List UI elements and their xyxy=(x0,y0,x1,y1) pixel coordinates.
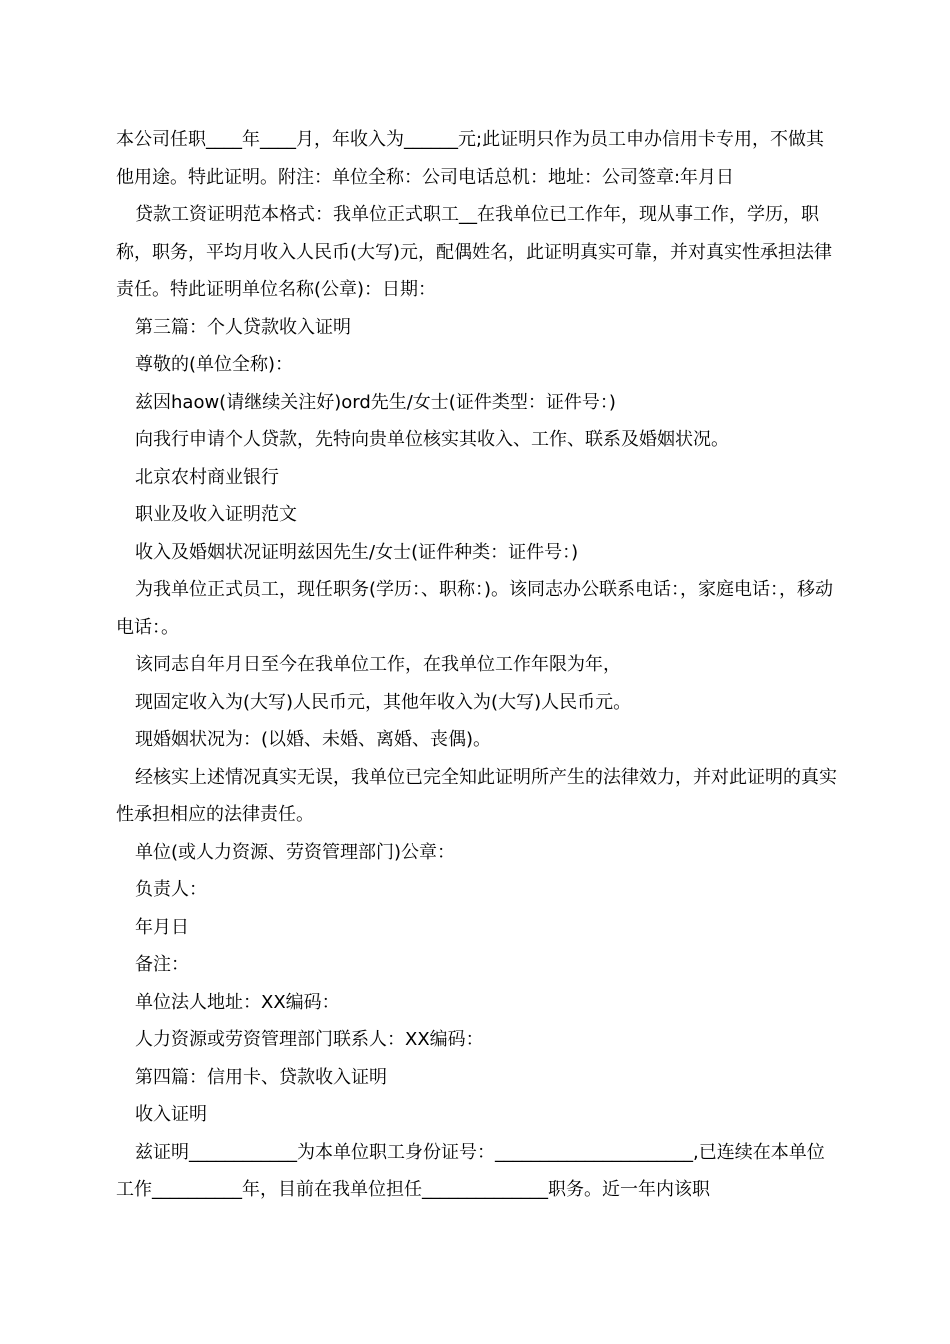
paragraph-tenure: 该同志自年月日至今在我单位工作，在我单位工作年限为年， xyxy=(135,654,621,675)
paragraph-certify: 兹证明____________为本单位职工身份证号：______________________,已连续在本单位工作__________年，目前在我单位担任______________职务。近一年内该职 xyxy=(116,1141,825,1200)
subheading-sample: 职业及收入证明范文 xyxy=(135,504,297,525)
field-date: 年月日 xyxy=(135,916,189,938)
section-heading-part-four: 第四篇：信用卡、贷款收入证明 xyxy=(135,1066,387,1088)
section-heading-part-three: 第三篇：个人贷款收入证明 xyxy=(135,316,351,338)
field-remarks: 备注： xyxy=(135,954,189,975)
paragraph-loan-salary-format: 贷款工资证明范本格式：我单位正式职工__在我单位已工作年，现从事工作，学历，职称，职务，平均月收入人民币(大写)元，配偶姓名，此证明真实可靠，并对真实性承担法律责任。特此证明单位名称(公章)：日期： xyxy=(116,204,833,300)
document-body xyxy=(116,121,840,1209)
paragraph-income: 现固定收入为(大写)人民币元，其他年收入为(大写)人民币元。 xyxy=(135,691,632,713)
subheading-income-proof: 收入证明 xyxy=(135,1104,207,1125)
paragraph-marital-status: 现婚姻状况为：(以婚、未婚、离婚、丧偶)。 xyxy=(135,729,492,750)
paragraph-request: 向我行申请个人贷款，先特向贵单位核实其收入、工作、联系及婚姻状况。 xyxy=(135,429,729,450)
field-responsible-person: 负责人： xyxy=(135,879,207,900)
bank-name: 北京农村商业银行 xyxy=(135,466,279,488)
field-hr-contact: 人力资源或劳资管理部门联系人：XX编码： xyxy=(135,1029,484,1050)
paragraph-verification: 经核实上述情况真实无误，我单位已完全知此证明所产生的法律效力，并对此证明的真实性承担相应的法律责任。 xyxy=(116,766,837,825)
salutation: 尊敬的(单位全称)： xyxy=(135,354,294,375)
paragraph-applicant: 兹因haow(请继续关注好)ord先生/女士(证件类型：证件号：) xyxy=(135,391,616,413)
paragraph-marital-proof: 收入及婚姻状况证明兹因先生/女士(证件种类：证件号：) xyxy=(135,541,579,563)
field-seal: 单位(或人力资源、劳资管理部门)公章： xyxy=(135,841,456,863)
paragraph-position: 为我单位正式员工，现任职务(学历：、职称：)。该同志办公联系电话：，家庭电话：，移动电话：。 xyxy=(116,579,834,638)
field-legal-address: 单位法人地址：XX编码： xyxy=(135,991,340,1013)
paragraph-continuation: 本公司任职____年____月，年收入为______元;此证明只作为员工申办信用卡专用，不做其他用途。特此证明。附注：单位全称：公司电话总机：地址：公司签章:年月日 xyxy=(116,129,825,188)
